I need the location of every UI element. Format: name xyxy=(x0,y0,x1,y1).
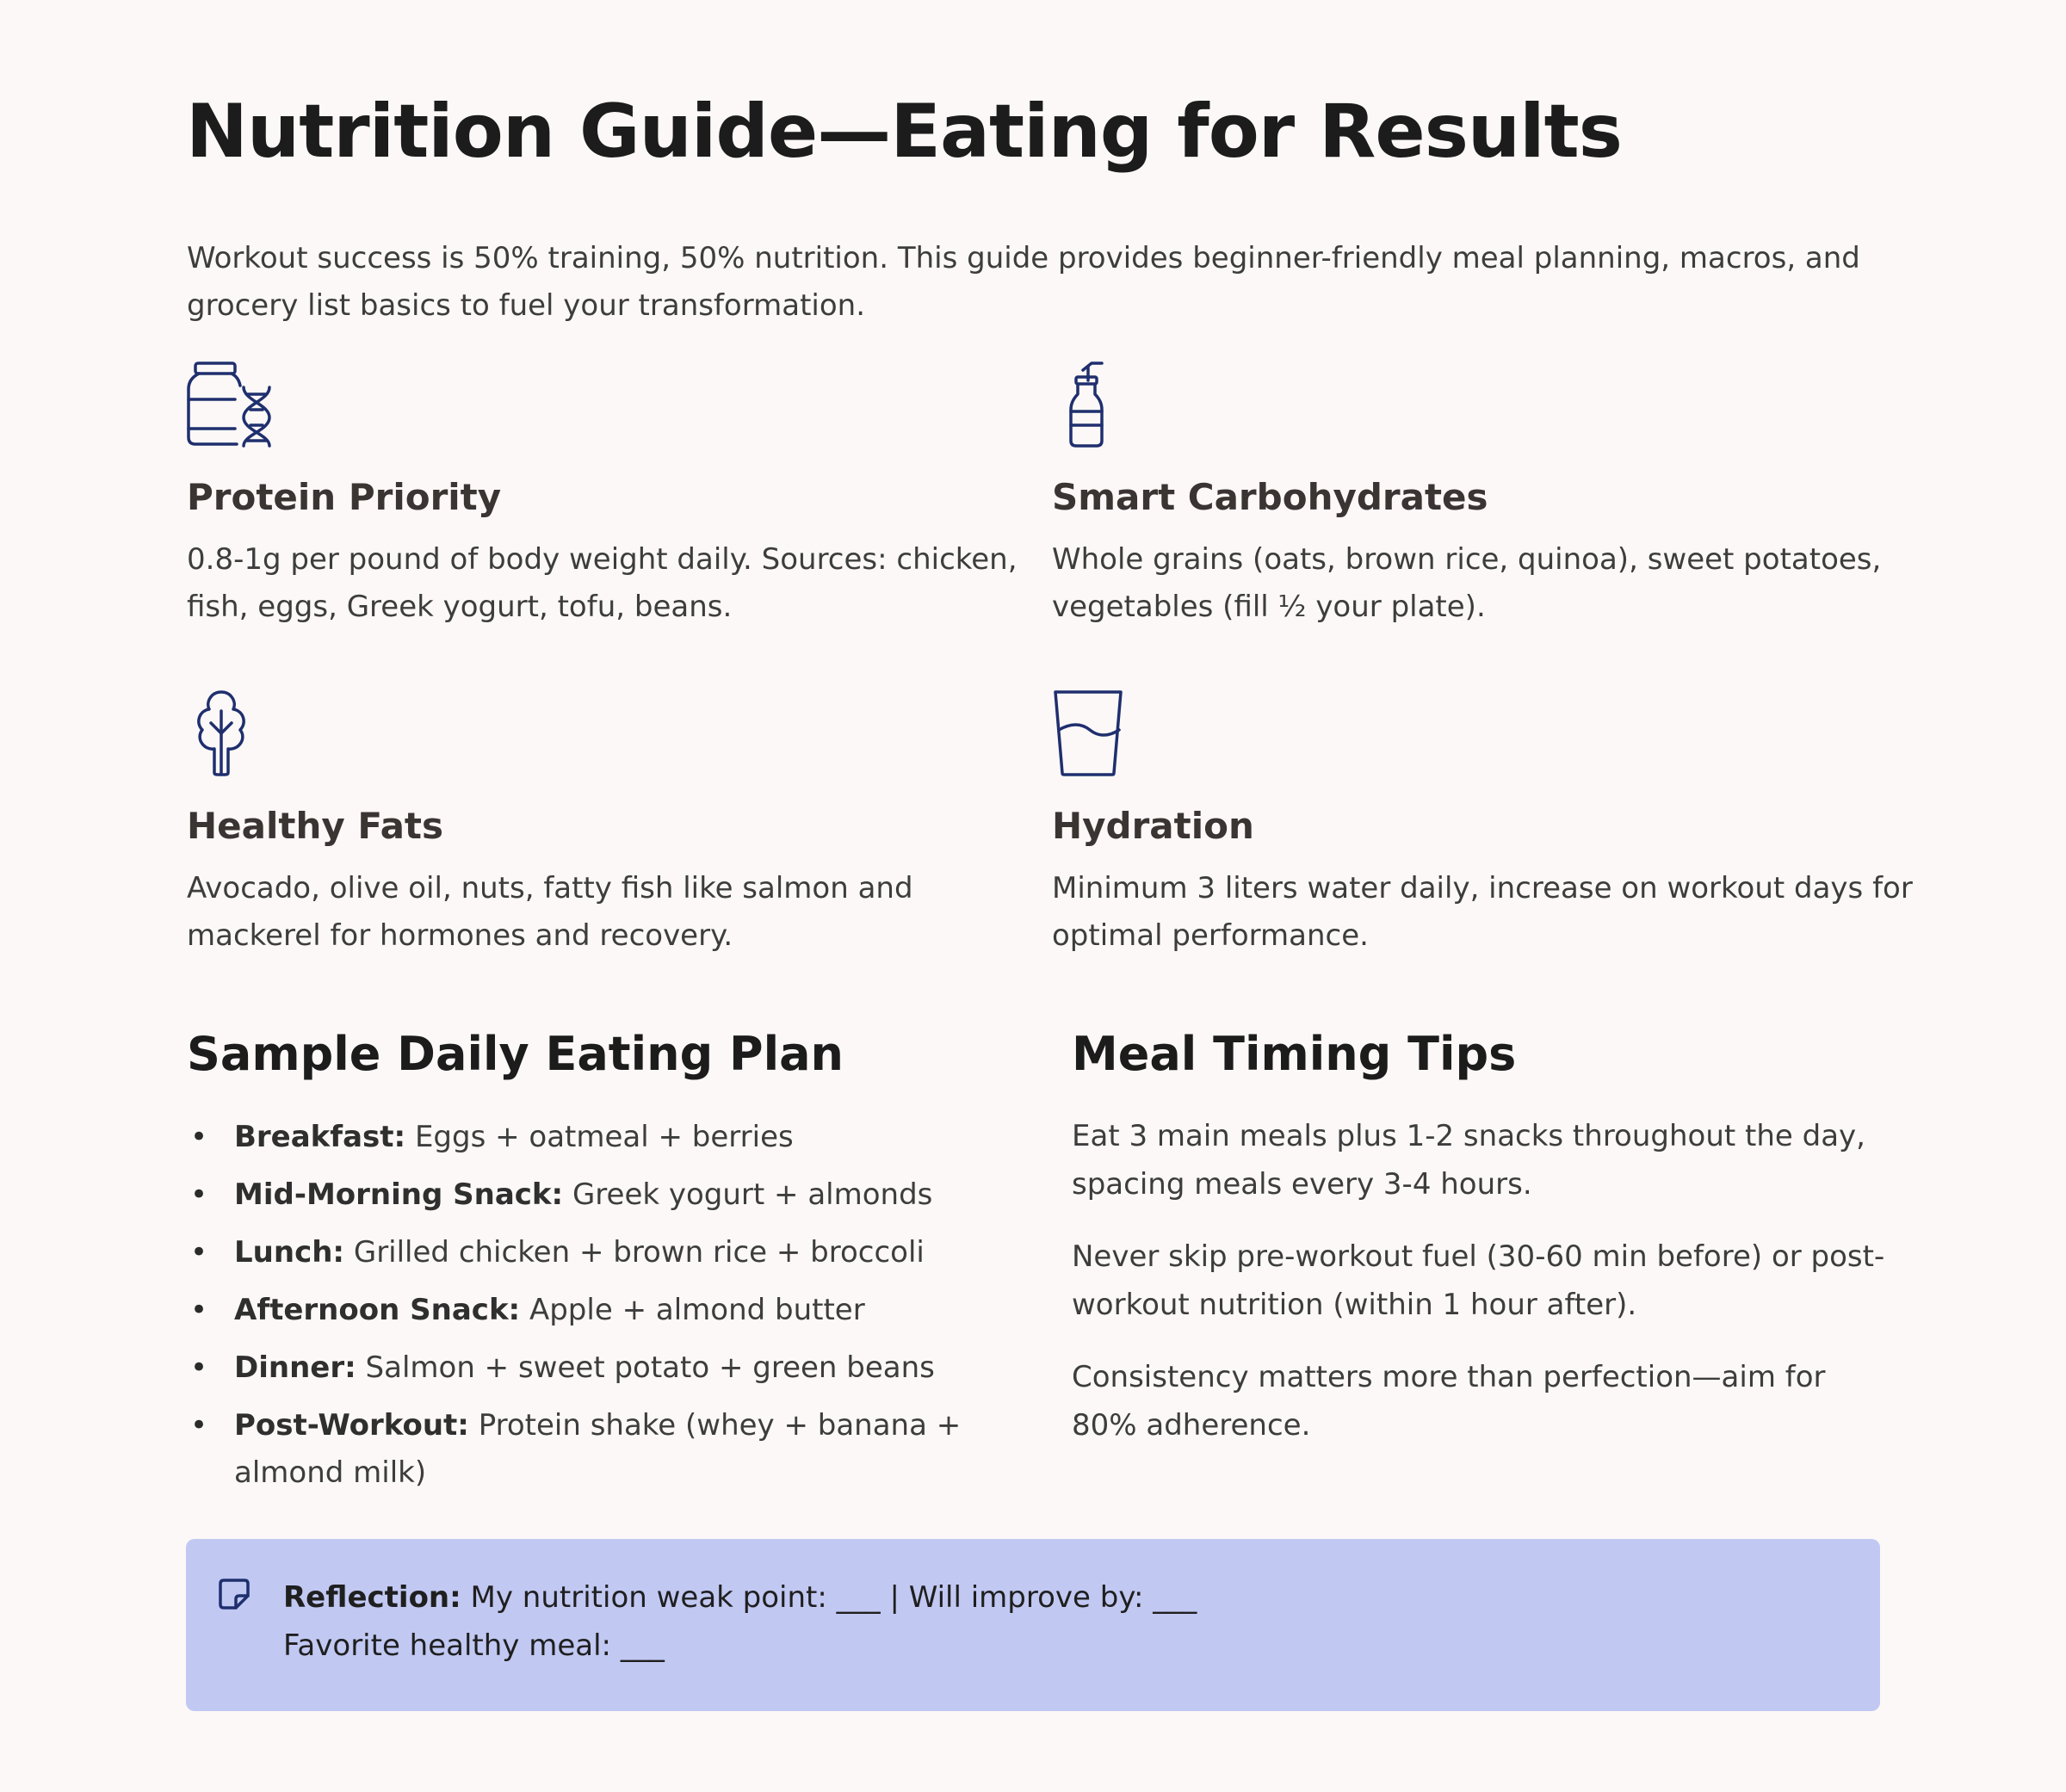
bottle-straw-icon xyxy=(1052,361,1138,448)
timing-tips xyxy=(1072,1112,1898,1474)
plan-item-label: Afternoon Snack: xyxy=(234,1293,521,1327)
reflection-text xyxy=(283,1573,1230,1670)
feature-text: 0.8-1g per pound of body weight daily. Sources: chicken, fish, eggs, Greek yogurt, tofu, beans. xyxy=(187,542,1018,624)
timing-title: Meal Timing Tips xyxy=(1072,1027,1517,1081)
feature-text: Minimum 3 liters water daily, increase on workout days for optimal performance. xyxy=(1052,871,1913,953)
page-title: Nutrition Guide—Eating for Results xyxy=(186,89,1622,175)
bullet-icon: • xyxy=(190,1408,208,1443)
feature-text: Avocado, olive oil, nuts, fatty fish like salmon and mackerel for hormones and recovery. xyxy=(187,871,913,953)
feature-text: Whole grains (oats, brown rice, quinoa), sweet potatoes, vegetables (fill ½ your plate). xyxy=(1052,542,1882,624)
timing-tip: Eat 3 main meals plus 1-2 snacks throughout the day, spacing meals every 3-4 hours. xyxy=(1072,1119,1865,1202)
intro-paragraph: Workout success is 50% training, 50% nutrition. This guide provides beginner-friendly meal planning, macros, and grocery list basics to fuel your transformation. xyxy=(187,241,1860,323)
leaf-icon xyxy=(187,690,273,776)
bullet-icon: • xyxy=(190,1177,208,1212)
plan-item-text: Salmon + sweet potato + green beans xyxy=(365,1350,935,1385)
plan-item-dinner xyxy=(187,1344,962,1392)
feature-title: Smart Carbohydrates xyxy=(1052,476,1488,518)
plan-item-text: Protein shake (whey + banana + almond milk) xyxy=(234,1408,962,1490)
reflection-line1: My nutrition weak point: ___ | Will improve by: ___ xyxy=(470,1580,1197,1615)
bullet-icon: • xyxy=(190,1293,208,1327)
bullet-icon: • xyxy=(190,1120,208,1154)
timing-tip: Consistency matters more than perfection—aim for 80% adherence. xyxy=(1072,1360,1826,1443)
plan-item-afternoon-snack xyxy=(187,1287,962,1334)
plan-item-label: Dinner: xyxy=(234,1350,356,1385)
reflection-box xyxy=(186,1539,1880,1711)
water-glass-icon xyxy=(1052,690,1138,776)
plan-list xyxy=(187,1114,962,1507)
plan-item-text: Eggs + oatmeal + berries xyxy=(414,1120,794,1154)
plan-item-text: Greek yogurt + almonds xyxy=(572,1177,933,1212)
plan-item-text: Grilled chicken + brown rice + broccoli xyxy=(353,1235,925,1270)
plan-item-label: Mid-Morning Snack: xyxy=(234,1177,564,1212)
plan-item-text: Apple + almond butter xyxy=(529,1293,865,1327)
plan-item-label: Breakfast: xyxy=(234,1120,406,1154)
protein-jar-dna-icon xyxy=(187,361,273,448)
timing-tip: Never skip pre-workout fuel (30-60 min before) or post-workout nutrition (within 1 hour after). xyxy=(1072,1239,1885,1322)
plan-title: Sample Daily Eating Plan xyxy=(187,1027,844,1081)
note-icon xyxy=(219,1579,250,1610)
feature-title: Hydration xyxy=(1052,805,1254,847)
plan-item-label: Post-Workout: xyxy=(234,1408,469,1443)
plan-item-lunch xyxy=(187,1229,962,1276)
reflection-line2: Favorite healthy meal: ___ xyxy=(283,1628,665,1663)
plan-item-post-workout xyxy=(187,1402,962,1497)
bullet-icon: • xyxy=(190,1235,208,1270)
reflection-label: Reflection: xyxy=(283,1580,461,1615)
feature-title: Protein Priority xyxy=(187,476,502,518)
bullet-icon: • xyxy=(190,1350,208,1385)
plan-item-mid-morning-snack xyxy=(187,1171,962,1219)
plan-item-label: Lunch: xyxy=(234,1235,345,1270)
plan-item-breakfast xyxy=(187,1114,962,1161)
feature-title: Healthy Fats xyxy=(187,805,443,847)
